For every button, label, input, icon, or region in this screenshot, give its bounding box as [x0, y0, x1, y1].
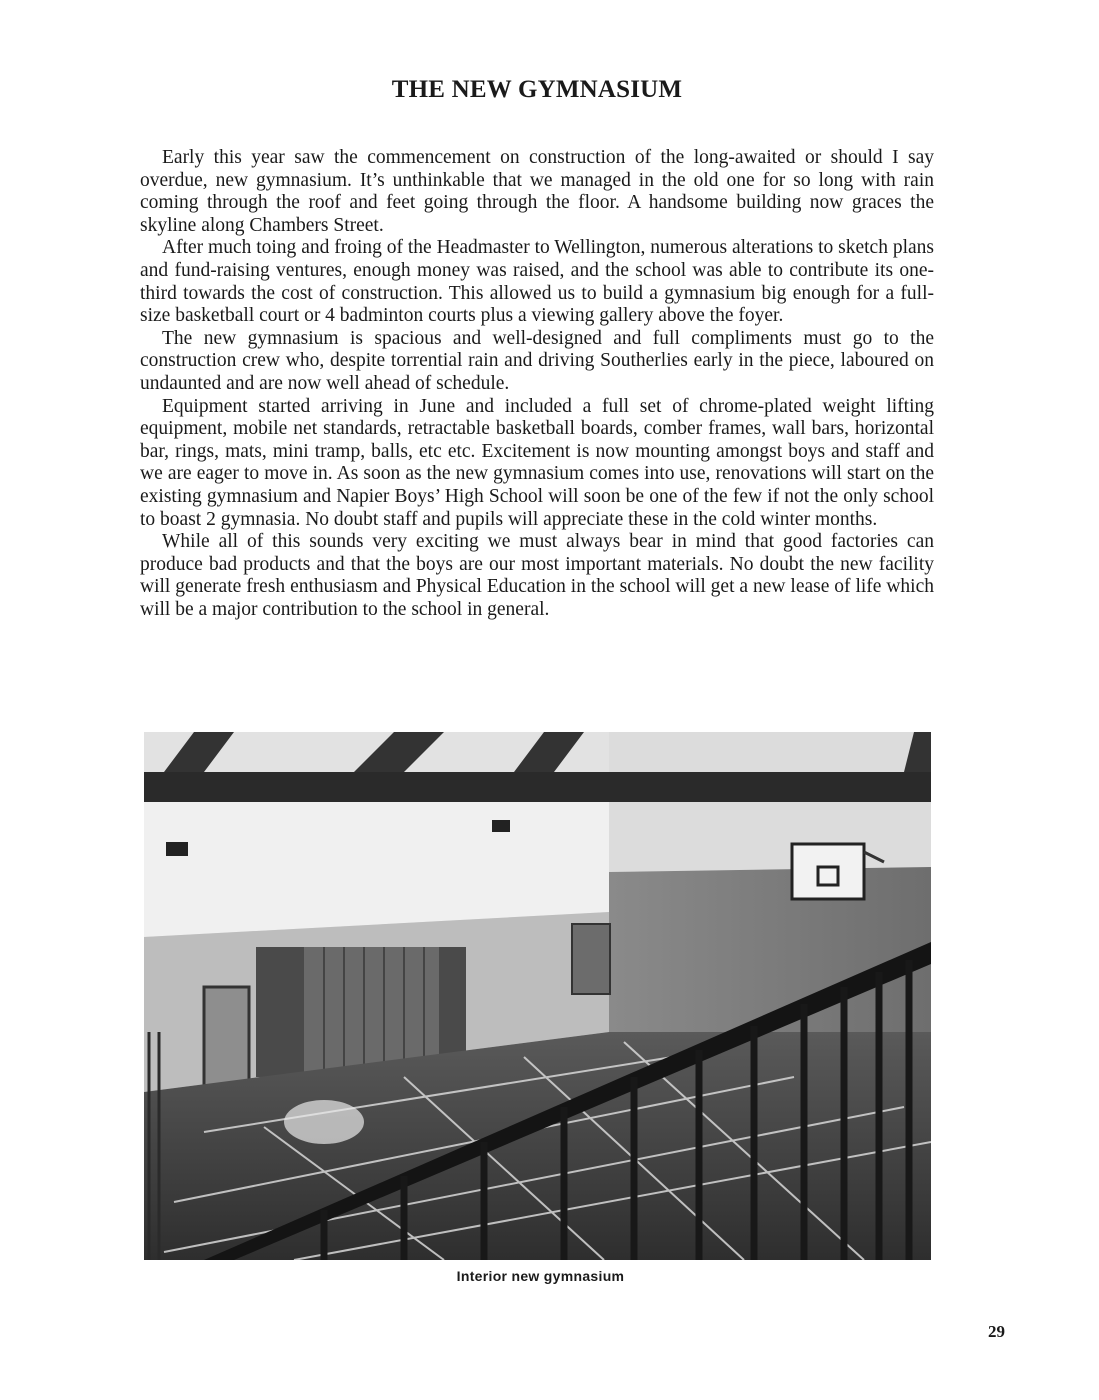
article-title: THE NEW GYMNASIUM	[391, 76, 683, 103]
paragraph-2: After much toing and froing of the Headmaster to Wellington, numerous alterations to sketch plans and fund-raising ventures, enough money was raised, and the school was able to contribute its one-third towards the cost of construction. This allowed us to build a gymnasium big enough for a full-size basketball court or 4 badminton courts plus a viewing gallery above the foyer.	[140, 237, 934, 327]
paragraph-5: While all of this sounds very exciting we must always bear in mind that good factories can produce bad products and that the boys are our most important materials. No doubt the new facility will generate fresh enthusiasm and Physical Education in the school will get a new lease of life which will be a major contribution to the school in general.	[140, 531, 934, 620]
paragraph-4: Equipment started arriving in June and included a full set of chrome-plated weight lifting equipment, mobile net standards, retractable basketball boards, comber frames, wall bars, horizontal bar, rings, mats, mini tramp, balls, etc etc. Excitement is now mounting amongst boys and staff and we are eager to move in. As soon as the new gymnasium comes into use, renovations will start on the existing gymnasium and Napier Boys’ High School will soon be one of the few if not the only school to boast 2 gymnasia. No doubt staff and pupils will appreciate these in the cold winter months.	[140, 395, 934, 530]
photo-caption: Interior new gymnasium	[456, 1268, 625, 1284]
article-body	[140, 147, 934, 621]
page-number: 29	[988, 1322, 1005, 1341]
paragraph-1: Early this year saw the commencement on construction of the long-awaited or should I say overdue, new gymnasium. It’s unthinkable that we managed in the old one for so long with rain coming through the roof and feet going through the floor. A handsome building now graces the skyline along Chambers Street.	[140, 147, 934, 236]
gymnasium-interior-photo	[144, 732, 931, 1260]
paragraph-3: The new gymnasium is spacious and well-designed and full compliments must go to the construction crew who, despite torrential rain and driving Southerlies early in the piece, laboured on undaunted and are now well ahead of schedule.	[140, 327, 934, 394]
